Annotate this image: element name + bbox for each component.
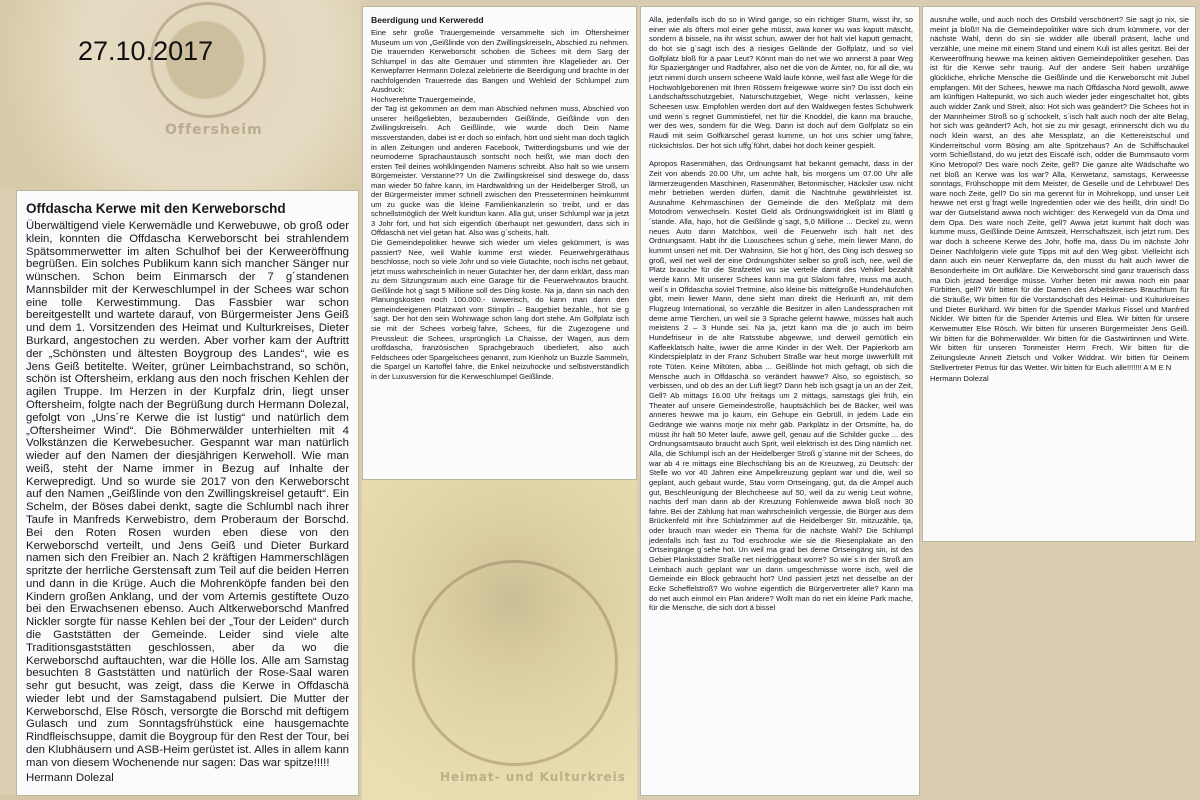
article-continuation-column-4: [922, 6, 1196, 542]
article-body: Überwältigend viele Kerwemädle und Kerwebuwe, ob groß oder klein, konnten die Offdascha Kerweborscht bei strahlendem Spätsommerwetter im alten Schulhof bei der Kerweeröffnung begrüßen. Ein solches Publikum kann sich mancher Sänger nur wünschen. Schon beim Einmarsch der 7 g´standenen Mannsbilder mit der Kerweschlumpel in der Schees war schon eine tolle Kerwestimmung. Das Fassbier war schon bereitgestellt und wartete darauf, von Bürgermeister Jens Geiß und dem 1. Vorsitzenden des Heimat und Kulturkreises, Dieter Burkard, angestochen zu werden. Aber vorher kam der Auftritt der „Schönsten und ältesten Boygroup des Landes“, wie es Jens Geiß betitelte. Weiter, grüner Leimbachstrand, so schön, schön ist Oftersheim, erklang aus den noch frischen Kehlen der agilen Truppe. Im Herzen in der Kurpfalz drin, liegt unser Oftersheim, folgte nach der Begrüßung durch Hermann Dolezal, gefolgt von „Uns´re Kerwe die ist lustig“ und natürlich dem „Oftersheimer Wind“. Die Böhmerwälder unterhielten mit 4 Volkstänzen die Kerwebesucher. Gespannt war man natürlich wieder auf den Namen der diesjährigen Kerweholl. Wie man weiß, steht der Name immer in Bezug auf Inhalte der Kerwepredigt. Und so wurde sie 2017 von den Kerweborscht auf den Namen „Geißlinde von den Zwillingskreisel getauft“. Ein Schelm, der Böses dabei denkt, sagte die Schlumbl nach ihrer Taufe in Manfreds Kerwebistro, dem Proberaum der Borschd. Bei den Roten Rosen wurden eben diese von den Kerweborschd verteilt, und Jens Geiß und Dieter Burkard namen sich den Freibier an. Nach 2 kräftigen Hammerschlägen spritzte der herrliche Gerstensaft zum Teil auf die beiden Herren und dann in die Krüge. Auch die Mohrenköpfe fanden bei den Kindern großen Anklang, und der vom Artemis gestiftete Ouzo bei den Erwachsenen ebenso. Auch Altkerweborschd Manfred Nickler sorgte für nasse Kehlen bei der „Tour der Leiden“ durch die Gaststätten der Gemeinde. Leider sind viele alte Traditionsgaststätten geschlossen, aber da wo die Kerweborschd auftauchten, war die Hölle los. Alle am Samstag besuchten 8 Gaststätten und natürlich der Rose-Saal waren sehr gut besucht, was zeigt, dass die Kerwe in Offdaschä wieder lebt und der Samstagabend pulsiert. Die Mutter der Kerweborschd, Else Rösch, versorgte die Borschd mit deftigem Gulasch und zum Sonntagsfrühstück eine hausgemachte Rindfleischsuppe, damit die Boygroup für den Rest der Tour, bei den Klubhäusern und ASB-Heim gerüstet ist. Alles in allem kann man von diesem Wochenende nur sagen: Das war spitze!!!!!: [26, 220, 349, 769]
article-paragraph: Hochverehrte Trauergemeinde,: [371, 94, 476, 104]
article-paragraph: ausruhe wolle, und auch noch des Ortsbild verschönert? Sie sagt jo nix, sie meint ja bloß!! Na die Gemeindepolitiker wäre sich drum kümmere, vor der nächste Wahl, denn do sin sie widder alle überall präsent, lache und verzähle, une meine mit einem Stand und einem Kuli ist alles geritzt. Bei der Kerweeröffnung hewwe ma keinen aktiven Gemeindepolitiker gesehen. Das ist für die Kerwe sehr traurig. Auf der andere Seit haben unzählige glückliche, ehrliche Mensche die Geißlinde und die Kerweborscht mit Jubel empfangen. Mit der Schees, hewwe ma nach Offdascha Nord gewollt, awwe am künftigen Haltepunkt, wo sich auch wieder jeder eingeschaltet hot, gibts auch widder Zank und Streit, also: Hot sich was geändert? Die Schees hot in der Mannheimer Stroß so g´schockelt, s´isch halt auch noch der alte Belag, hot sich was geändert? Ach, hot sie zu mir gesagt, erinnerscht dich wu du noch klein warst, an des alte Messplatz, an die Kettereistschul und Kinderreitschul vorm Bösing am alte Spritzehaus? An de Schiffschaukel vorm Schießstand, do wu jetzt des Eiscafé isch, odder die Bummsauto vorm Kino Metropol? Des ware noch Zeite, gell? Die ganze alte Wädschafte wo net bloß an Kerwe was los war? Alla, Kerwetanz, samstags, Kerweesse sonntags, Frühschoppe mit dem Meister, de Geselle und de Lehrbuwe! Des ware noch Zeite, gell? Do sin ma gerennt für in Mohrekopp, und unser Leit hewwe net erst g´fragt welle Ingredentien oder wie des heißt, drin sind! Do war der Gutselstand awwa noch wichtiger: des Kerwegeld vun da Oma und dem Opa. Des ware noch Zeite, gell? Awwa jetzt kummt halt doch was kumme muss, Geißlinde Deine Amtszeit, Herrschaftszeit, isch jetzt rum. Des war doch ä scheene Kerwe des Johr, hoffe ma, dass Du im nächste Johr Deiner Nachfolgerin viele gute Tipps mit auf den Weg gibst. Vielleicht isch dann auch ein neuer Kerwepfarre da, den musst du halt auch iwwer die Besonderheite im Ort aufkläre. Die Kerweborscht sind ganz trauerisch dass ma Dich jetzad beerdige müsse. Vorher beten mir awwa noch ein paar Fürbitten, gell? Wir bitten für die Damen des Arbeitskreises Brauchtum für die Sträuße, Wir bitten für die Vorstandschaft des Heimat- und Kulturkreises und Dieter Burkhard. Wir bitten für die Spender Markus Fissel und Manfred Nickler. Wir bitten für die Spender Artemis und Elea. Wir bitten für unsere Kerwemutter Else Rösch. Wir bitten für unseren Bürgermeister Jens Geiß. Wir bitten für die Böhmerwälder. Wir bitten für die Gastwirtinnen und Wirte. Wir bitten für unseren Tonmeister Herrn Frech. Wir bitten für die Zeitungsleute Annett Zietsch und Volker Widdrat. Wir bitten für Deinem Stellvertreter Petrus für das Wetter. Wir bitten für Euch alle!!!!!!! A M E N: [930, 15, 1189, 372]
article-continuation-column-3: [640, 6, 920, 796]
article-paragraph: Apropos Rasenmähen, das Ordnungsamt hat bekannt gemacht, dass in der Zeit von abends 20.00 Uhr, um achte halt, bis morgens um 07.00 Uhr alle lärmerzeugenden Maschinen, Rasenmäher, Betonmischer, Häcksler usw. nicht mehr betrieben werden dürfen, damit die Nachtruhe gewährleistet ist. Ausnahme Kehrmaschinen der Gemeinde die den Meßplatz mit dem Motodrom verwechseln. Kostet Geld als Ordnungswidrigkeit ist im Blättl g´standе. Alla, hajo, hot die Geißlinde g´sagt, 5,0 Millione ... Deckel zu, wenn neues Auto dann Matchbox, weil die Feuerwehr isch halt net des Ordnungsamt. Habt ihr die Luxuschees schun g´sehe, mein liewer Mann, do kummt unseri net mit. Der Wahnsinn, Sie hot g´hört, des Ding isch desweg so groß, weil net weil der eine Ordnungshüter selber so groß isch, nee, weil die Platz brauche für die Strafzettel wu sie verteile damit des Vehikel bezahlt werde kann. Mit unserer Schees kann ma gut Slalom fahre, muss ma auch, weil´s in Offdascha soviel Tretmine, also kleine bis mittelgroße Hundehäufchen gibt, mein liewer Mann, dene sieht man direkt die Herkunft an, mit dem Flugzeug International, so verzähle die Besitzer in allen Landessprachen mit deme arme Tierchen, un weil sie 3 Sprache gelernt hawwe, müsses halt auch meistens 2 – 3 Hunde sei. Na ja, jetzt kann ma die jo auch im beim Hundefriseur in de alte Ratsstube abgewwe, und derweil gemütlich ein Kaffeeklatsch halte, iwwer die arme Kinder in der Welt. Der Papierkorb am Kinderspielplatz in der Franz Schubert Straße war heut morge üwwerfüllt mit rote Tüten. Keine Miltüten, abba ... Geißlinde hot mich gefragt, ob sich die Mensche auch in Offdaschä so verändert hawwe? Also, so egoistisch, so verbissen, und ob des an der Luft liegt? Dann heb isch gsagt ja un an der Zeit, Gell? Ab mittags 16.00 Uhr freitags um 2 mittags, samstags glei früh, ein Theater auf unsere Gemeindestroße, hauptsächlich bei de Bäcker, weil was anneres hewwe ma jo kaum, ein Gehupe ein Gebrüll, in jedem Lade ein Gedränge wie wanns morje nix mehr gäb. Parkplätz in der Ortsmitte, ha, do müsst ihr halt 50 Meter laufe, awwe gell, genau auf die Schilder gucke ... des Ordnungsamtsauto braucht auch Sprit, weil elektrisch ist des Ding nämlich net. Alla, die Schlumpl isch an der Heidelberger Stroß g´stanne mit der Schees, do war ab 4 re mittags eine Blechschlang bis an de Kreuzweg, zu Deutsch: der Stelle wo vor 40 Jahren eine Ampelkreuzung geplant war und die, weil so geplant, auch gebaut wurde, Stau vorm Ortseingang, gut, da die Ampel auch gut, Beschleunigung der Blechcheese auf 50, weil da zu wenig Leut wohne, nachts derf man dann ab der Kreuzung Fohlenweide awwa bloß noch 30 fahre. Bei der Zählung hat man wahrscheinlich vergessie, die Bürger aus dem Brückenfeld mit ihre Schlafzimmer auf die Heidelberger Str. mitzuzähle, tja, oder brauch man wieder ein Thema für die nächste Wahl? Die Schlumpl jedenfalls isch fast zu Tod erschrocke wie sie die Riesenplakate an den Ortseingänge g´sehe hot. Un weil ma grad bei deme Ortseingäng sin, ist des Gebiet Plankstädter Straße net niedriggebaut worre? So wie´s in der Stroß am Leimbach auch geplant war un dann umgeschmisse worre isch, weil die Gemeinde ein Block gebraucht hot? Und passiert jetzt net desselbe an der Ecke Scheffelstroß? Wo wohne eigentlich die Bürgervertreter alle? Kann ma do net auch einmol ein Plan ändere? Wollt man do net ein kleine Park mache, für die Mensche, die sich dort ä bissel: [649, 159, 913, 613]
article-author: Hermann Dolezal: [930, 374, 989, 384]
article-kerwe-eroeffnung: [16, 190, 359, 796]
background-left-strip: [0, 190, 16, 800]
article-paragraph: Die Gemeindepolitiker hewwe sich wieder um vieles gekümmert, is was passiert? Nee, weil Wahle kumme erst wieder. Feuerwehrgeräthaus beschlosse, noch so viele Johr und so viele Gutachte, noch ischs net gebaut, jetzt muss wahrscheinlich in neuer Gutachter her, der dann erklärt, dass man zu dem Sitzungsraum auch eine Garage für die Feuerwehrautos braucht. Geißlinde hot g´sagt 5 Millione soll des Ding koste. Na ja, dann sin nach den Planungskosten noch 100.000.- üwwerisch, do kann man dann den gemeindeeigenen Platzwart vom Stimplin – Baugebiet bezahle., hot sie g´sagt. Der hot den sein Wohnwage schon lang dort stehe. Am Golfplatz isch sie mit der Schees vorbeig´fahre, Schees, für die Zugezogene und Preussleut: die Schees, ursprünglich La Chaisse, der Wagen, aus dem uroffdascha, französischen Sprachgebrauch überliefert, also auch Feldschees oder Spargelschees genannt, zum Kienholz un Buzzle Sammeln, die Spargel un Kartoffel fahre, die Enkel neizuhocke und selbstverständlich in der Luxusversion für die Kerweschlumpel Geißlinde.: [371, 238, 629, 381]
article-beerdigung: [362, 6, 637, 480]
article-paragraph: der Tag ist gekommen an dem man Abschied nehmen muss, Abschied von unserer heißgeliebten, bezaubernden Geißlinde, Geißlinde von den Zwillingskreiseln. Ach Geißlinde, wie wurde doch Dein Name missverstanden, dabei ist er doch so einfach, hört und sieht man doch täglich in allen Zeitungen und anderen Facebook, Twitterdingsbums und wie der neumoderne Sprachaustausch sontscht noch heißt, wie man doch den ersten Teil deines wohlklingenden Namens schreibt. Also halt so wie unsern Bürgemeister. Verstanne?? Un die Zwillingskreisel sind deswege do, dass man wieder 50 fahre kann, im Hardtwaldring un der Heidelberger Stroß, un der Bürgermeister immer schnell zwischen den Presseterminen heimkummt um zu gucke was die kleine Familienkanzlerin so treibt, und er das schnellstmöglich der Welt kundtun kann. Alla gut, unser Schlumpl war ja jetzt 3 Johr fort, und hot sich eigentlich überhaupt net gewundert, dass sich in Offdaschä net viel getan hat. Also was g´scheits, halt.: [371, 104, 629, 238]
date-label: 27.10.2017: [78, 36, 214, 66]
watermark-emblem-bottom: [412, 560, 618, 766]
watermark-text-top: Offersheim: [165, 122, 263, 138]
article-paragraph: Eine sehr große Trauergemeinde versammelte sich im Oftersheimer Museum um von „Geißlinde von den Zwillingskreiseln„ Abschied zu nehmen. Die trauernden Kerweborscht schoben die Schees mit dem Sarg der Schlumpel in das alte Gemäuer und stimmten ihre Klagelieder an. Der Kerwepfarrer Hermann Dolezal zelebrierte die Beerdigung und brachte in der nachfolgenden Trauerrede das Bangen und Wehleid der Schlumpel zum Ausdruck:: [371, 28, 629, 95]
article-title: Offdascha Kerwe mit den Kerweborschd: [26, 201, 286, 216]
watermark-text-bottom: Heimat- und Kulturkreis: [440, 770, 626, 784]
article-title: Beerdigung und Kerweredd: [371, 15, 484, 25]
article-author: Hermann Dolezal: [26, 771, 114, 784]
article-paragraph: Alla, jedenfalls isch do so in Wind gange, so ein richtiger Sturm, wisst ihr, so einer wie als öfters mol einer gehe müsst, awa koner wu was kaputt mäscht, sondern ä bissele, na ihr wisst schun, awwer der hot halt viel kaputt gemacht, do hot sie g´sagt isch des ä riesiges Gelände der Golfplatz, und so viel Golfplatz bloß für ä paar Leut? Könnt man do net wie wo annerst ä paar Weg für Spaziergänger und Radfahrer, also net die von de Ämter, no, für all die, wu jetzt nimmi durch unsern scheene Wald laufe könne, weil fast alle Wege für die Hochwohlgeborenen mit Ihren Rössern freigewwe worre sin? Do isst doch ein Landschaftsschutzgebiet, Naturschutzgebiet, Wege nicht verlassen, keine Scheesen usw. Empfohlen werden dort auf den Waldwegen festes Schuhwerk und wenn´s regnet Gummistiefel, net für die Knoddel, die kann ma brauche, wer des wes, sondern für die Weg. Dann ist doch auf dem Golfplatz so ein Raudi mit seim Golfkärschel gerast kumme, un hot uns schier umg´fahre, rücksichtslos. Der hot sich uffg´führt, dabei hot doch keiner gespielt.: [649, 15, 913, 150]
